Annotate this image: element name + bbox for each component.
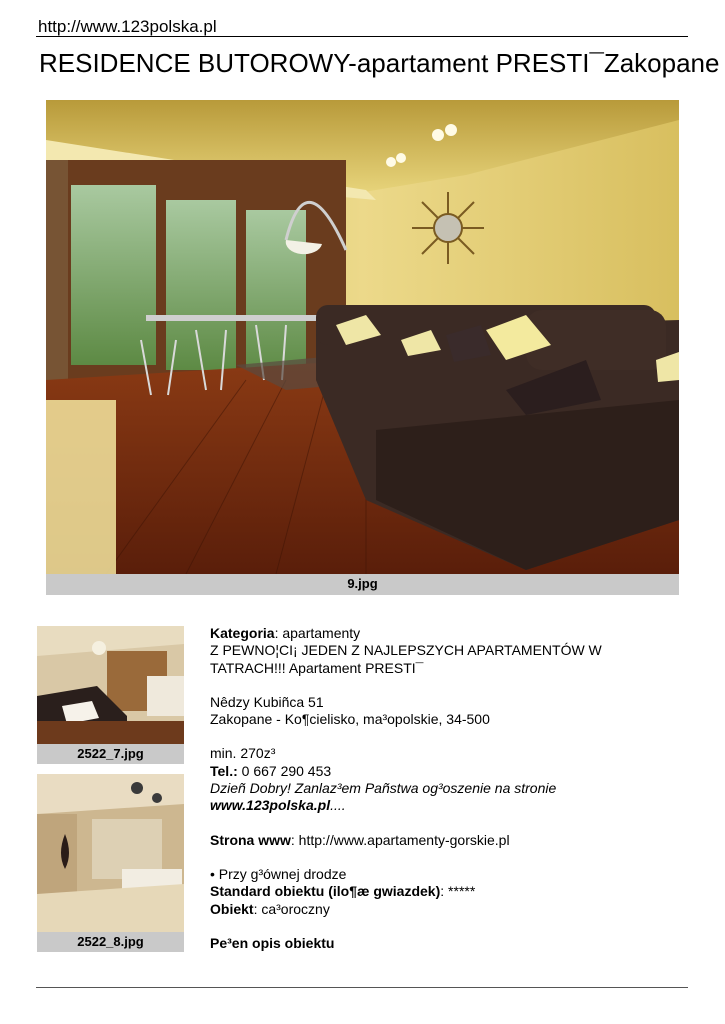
phone-line <box>210 763 680 780</box>
full-description-link[interactable]: Pe³en opis obiektu <box>210 934 335 951</box>
www-value[interactable]: : http://www.apartamenty-gorskie.pl <box>290 831 510 848</box>
main-photo[interactable] <box>46 100 679 574</box>
category-line <box>210 625 680 642</box>
standard-label: Standard obiektu (ilo¶æ gwiazdek) <box>210 883 441 900</box>
thumbnail-caption-1: 2522_7.jpg <box>37 744 184 764</box>
area-value: min. 270z³ <box>210 745 276 762</box>
street-address: Nêdzy Kubiñca 51 <box>210 693 324 710</box>
object-value: : ca³oroczny <box>253 900 330 917</box>
greeting-tail: .... <box>330 797 346 814</box>
www-label: Strona www <box>210 831 291 848</box>
thumbnail-caption-2: 2522_8.jpg <box>37 932 184 952</box>
thumbnail-photo-1[interactable] <box>37 626 184 744</box>
header-url[interactable]: http://www.123polska.pl <box>38 17 217 36</box>
standard-line <box>210 883 680 900</box>
www-line <box>210 832 680 849</box>
feature-item: • Przy g³ównej drodze <box>210 865 347 882</box>
category-value: : apartamenty <box>274 625 361 641</box>
header-divider <box>36 36 688 37</box>
main-photo-caption: 9.jpg <box>46 574 679 595</box>
listing-details <box>210 625 680 952</box>
footer-divider <box>36 987 688 988</box>
phone-label: Tel.: <box>210 762 238 779</box>
object-line <box>210 901 680 918</box>
city-address: Zakopane - Ko¶cielisko, ma³opolskie, 34-500 <box>210 711 490 728</box>
page-title: RESIDENCE BUTOROWY-apartament PRESTI¯Zakopane <box>39 48 720 78</box>
thumbnail-photo-2[interactable] <box>37 774 184 932</box>
headline-text: Z PEWNO¦CI¡ JEDEN Z NAJLEPSZYCH APARTAMENTÓW W TATRACH!!! Apartament PRESTI¯ <box>210 642 602 676</box>
standard-value: : ***** <box>440 883 476 900</box>
phone-value: 0 667 290 453 <box>237 762 332 779</box>
object-label: Obiekt <box>210 900 254 917</box>
greeting-line <box>210 780 680 815</box>
greeting-site-link[interactable]: www.123polska.pl <box>210 797 331 814</box>
greeting-text: Dzieñ Dobry! Zanlaz³em Pañstwa og³oszenie na stronie <box>210 780 557 797</box>
category-label: Kategoria <box>210 625 275 641</box>
